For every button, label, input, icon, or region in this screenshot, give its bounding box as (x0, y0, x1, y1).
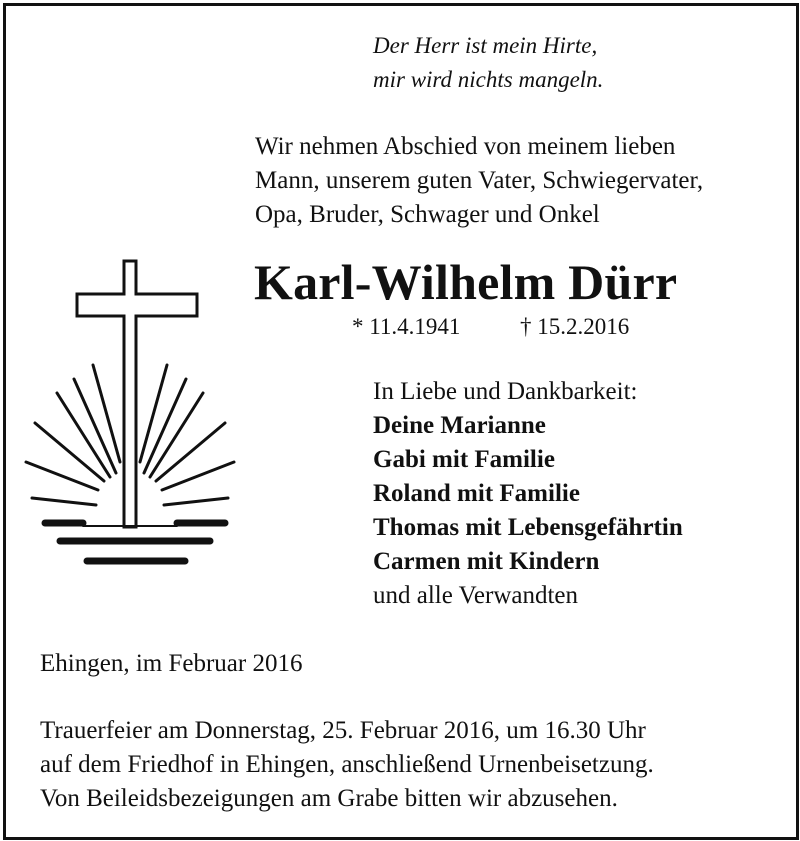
intro-line-2: Mann, unserem guten Vater, Schwiegervater, (255, 167, 704, 194)
mourner-name: Gabi mit Familie (373, 446, 555, 473)
mourners-heading: In Liebe und Dankbarkeit: (373, 378, 638, 405)
ceremony-details (40, 714, 654, 816)
mourner-name: Thomas mit Lebensgefährtin (373, 514, 683, 541)
mourner-name: Carmen mit Kindern (373, 548, 600, 575)
verse-line-1: Der Herr ist mein Hirte, (373, 33, 598, 58)
place-and-date: Ehingen, im Februar 2016 (40, 650, 303, 677)
ceremony-line-1: Trauerfeier am Donnerstag, 25. Februar 2016, um 16.30 Uhr (40, 717, 646, 744)
ceremony-line-2: auf dem Friedhof in Ehingen, anschließend Urnenbeisetzung. (40, 751, 654, 778)
mourner-name: Roland mit Familie (373, 480, 580, 507)
death-date: † 15.2.2016 (520, 314, 630, 339)
deceased-name: Karl-Wilhelm Dürr (254, 254, 678, 310)
mourner-name: Deine Marianne (373, 412, 546, 439)
mourners-closing: und alle Verwandten (373, 582, 579, 609)
ceremony-line-3: Von Beileidsbezeigungen am Grabe bitten wir abzusehen. (40, 785, 618, 812)
cross-with-rising-sun-icon (20, 250, 250, 580)
mourners-list (373, 375, 683, 613)
birth-date: * 11.4.1941 (352, 314, 461, 339)
intro-line-3: Opa, Bruder, Schwager und Onkel (255, 201, 600, 228)
farewell-intro (255, 130, 703, 232)
verse-line-2: mir wird nichts mangeln. (373, 67, 604, 92)
bible-verse (373, 29, 603, 97)
intro-line-1: Wir nehmen Abschied von meinem lieben (255, 133, 676, 160)
